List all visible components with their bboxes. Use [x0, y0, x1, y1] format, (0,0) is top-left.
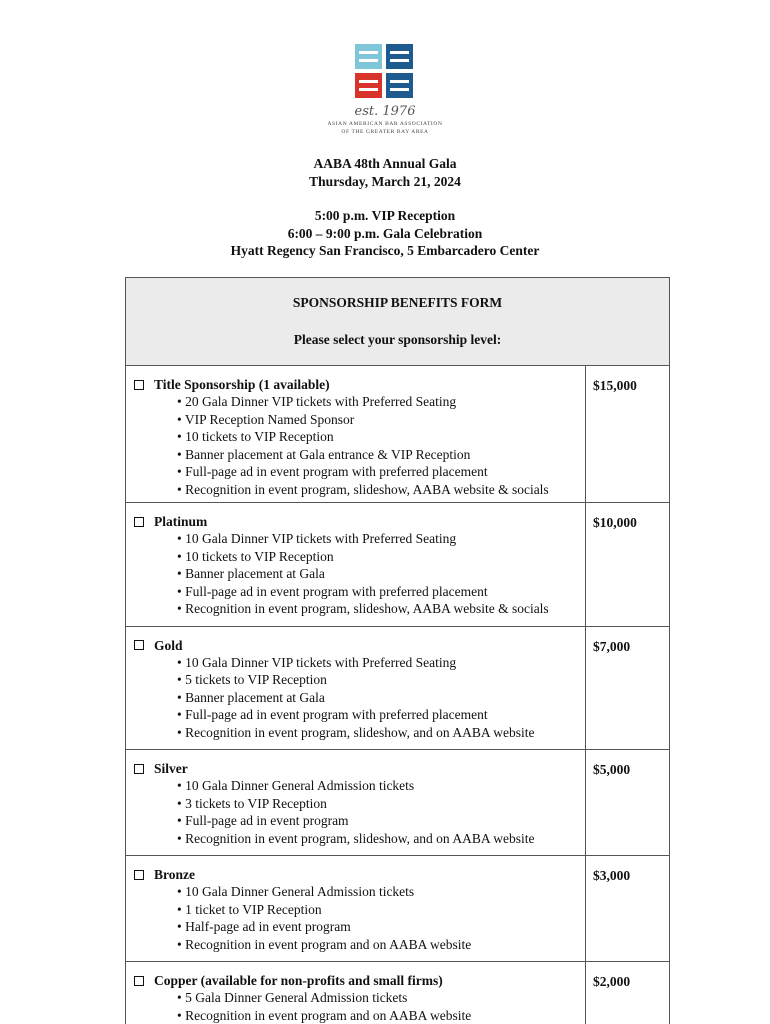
level-name: Silver [154, 761, 188, 776]
benefit-list [134, 883, 585, 953]
benefit-item: • 10 Gala Dinner General Admission tickets [177, 883, 585, 901]
vip-reception-time: 5:00 p.m. VIP Reception [314, 208, 456, 223]
sponsorship-row [126, 503, 669, 627]
level-price: $5,000 [593, 762, 631, 777]
sponsorship-level-cell [126, 856, 586, 961]
benefit-item: • Banner placement at Gala [177, 565, 585, 583]
aaba-logo-mark [355, 44, 415, 102]
aaba-logo [0, 44, 770, 136]
benefit-item: • 20 Gala Dinner VIP tickets with Preferred Seating [177, 393, 585, 411]
benefit-item: • 10 tickets to VIP Reception [177, 428, 585, 446]
benefit-item: • 3 tickets to VIP Reception [177, 795, 585, 813]
benefit-item: • 10 Gala Dinner VIP tickets with Preferred Seating [177, 530, 585, 548]
benefit-item: • 10 Gala Dinner VIP tickets with Preferred Seating [177, 654, 585, 672]
benefit-item: • Recognition in event program, slideshow, AABA website & socials [177, 600, 585, 618]
sponsorship-level[interactable] [134, 376, 585, 393]
level-checkbox[interactable] [134, 870, 144, 880]
event-header [0, 155, 770, 260]
level-name: Copper (available for non-profits and small firms) [154, 973, 443, 988]
benefit-list [134, 393, 585, 498]
benefit-item: • Full-page ad in event program with preferred placement [177, 706, 585, 724]
sponsorship-level-cell [126, 962, 586, 1024]
logo-tile-navy-top [386, 44, 413, 69]
benefit-item: • Recognition in event program and on AABA website [177, 936, 585, 954]
benefit-item: • 10 tickets to VIP Reception [177, 548, 585, 566]
benefit-item: • Banner placement at Gala entrance & VIP Reception [177, 446, 585, 464]
level-price: $2,000 [593, 974, 631, 989]
level-name: Title Sponsorship (1 available) [154, 377, 330, 392]
level-price: $10,000 [593, 515, 637, 530]
benefit-item: • 5 tickets to VIP Reception [177, 671, 585, 689]
level-price: $7,000 [593, 638, 631, 654]
sponsorship-level[interactable] [134, 513, 585, 530]
benefit-item: • Full-page ad in event program [177, 812, 585, 830]
level-checkbox[interactable] [134, 976, 144, 986]
level-name: Bronze [154, 867, 195, 882]
sponsorship-levels [126, 366, 669, 1024]
sponsorship-row [126, 366, 669, 503]
sponsorship-level-cell [126, 503, 586, 626]
sponsorship-level[interactable] [134, 637, 585, 654]
benefit-item: • 5 Gala Dinner General Admission tickets [177, 989, 585, 1007]
sponsorship-form [125, 277, 670, 1024]
sponsorship-level-cell [126, 750, 586, 855]
logo-association-line1: ASIAN AMERICAN BAR ASSOCIATION [327, 121, 443, 127]
benefit-item: • Full-page ad in event program with preferred placement [177, 583, 585, 601]
sponsorship-row [126, 856, 669, 962]
logo-association-line2: OF THE GREATER BAY AREA [341, 129, 429, 135]
logo-tile-red [355, 73, 382, 98]
benefit-item: • Recognition in event program, slideshow, and on AABA website [177, 724, 585, 742]
logo-established: est. 1976 [354, 104, 416, 119]
benefit-item: • VIP Reception Named Sponsor [177, 411, 585, 429]
event-date: Thursday, March 21, 2024 [309, 173, 461, 189]
level-name: Gold [154, 637, 183, 653]
sponsorship-level-cell [126, 366, 586, 502]
sponsorship-level-cell [126, 627, 586, 750]
level-checkbox[interactable] [134, 640, 144, 650]
event-venue: Hyatt Regency San Francisco, 5 Embarcadero Center [230, 243, 540, 258]
sponsorship-level[interactable] [134, 866, 585, 883]
event-title: AABA 48th Annual Gala [313, 156, 457, 171]
benefit-item: • Recognition in event program, slideshow, and on AABA website [177, 830, 585, 848]
benefit-list [134, 530, 585, 618]
benefit-list [134, 654, 585, 742]
benefit-item: • 10 Gala Dinner General Admission tickets [177, 777, 585, 795]
level-price: $15,000 [593, 378, 637, 393]
level-name: Platinum [154, 514, 208, 529]
level-price: $3,000 [593, 868, 631, 883]
form-instruction: Please select your sponsorship level: [293, 332, 502, 347]
form-title: SPONSORSHIP BENEFITS FORM [292, 295, 503, 310]
level-checkbox[interactable] [134, 764, 144, 774]
sponsorship-row [126, 627, 669, 751]
benefit-item: • Recognition in event program and on AABA website [177, 1007, 585, 1024]
gala-celebration-time: 6:00 – 9:00 p.m. Gala Celebration [287, 225, 483, 241]
logo-tile-navy-bottom [386, 73, 413, 98]
sponsorship-row [126, 750, 669, 856]
form-header [126, 278, 669, 366]
benefit-item: • Half-page ad in event program [177, 918, 585, 936]
benefit-item: • Banner placement at Gala [177, 689, 585, 707]
benefit-item: • 1 ticket to VIP Reception [177, 901, 585, 919]
level-checkbox[interactable] [134, 380, 144, 390]
sponsorship-level[interactable] [134, 760, 585, 777]
sponsorship-row [126, 962, 669, 1024]
logo-tile-light-blue [355, 44, 382, 69]
sponsorship-level[interactable] [134, 972, 585, 989]
benefit-item: • Recognition in event program, slideshow, AABA website & socials [177, 481, 585, 499]
benefit-item: • Full-page ad in event program with preferred placement [177, 463, 585, 481]
benefit-list [134, 989, 585, 1024]
benefit-list [134, 777, 585, 847]
level-checkbox[interactable] [134, 517, 144, 527]
